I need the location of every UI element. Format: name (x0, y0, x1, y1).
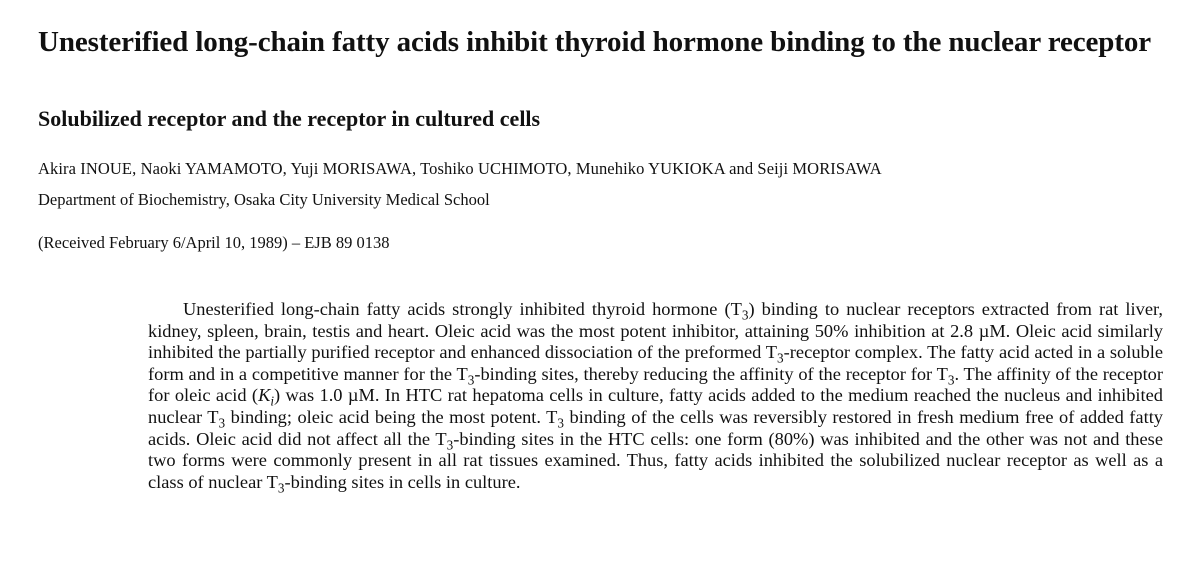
paper-subtitle: Solubilized receptor and the receptor in cultured cells (38, 106, 541, 131)
subscript: 3 (218, 415, 226, 431)
abstract-text: -binding sites in cells in culture. (284, 471, 521, 492)
subscript: 3 (947, 372, 955, 388)
abstract-text: -binding sites in the HTC cells: one form (80%) was inhibited and the other was not and these two forms were commonly present in all rat tissues examined. Thus, fatty acids inhibited the solubilized nuclear receptor as well as a class of nuclear T (148, 428, 1163, 492)
abstract-text: . The affinity of the receptor for oleic acid ( (148, 363, 1163, 406)
italic-symbol: K (258, 385, 271, 406)
abstract-text: binding; oleic acid being the most potent. T (225, 406, 558, 427)
abstract-text: -binding sites, thereby reducing the affinity of the receptor for T (474, 363, 948, 384)
italic-subscript: i (270, 394, 275, 410)
subscript: 3 (277, 480, 285, 496)
abstract-text: ) binding to nuclear receptors extracted from rat liver, kidney, spleen, brain, testis and heart. Oleic acid was the most potent inhibitor, attaining 50% inhibition at 2.8 µM. Oleic acid similarly inhibited the partially purified receptor and enhanced dissociation of the preformed T (148, 299, 1163, 363)
paper-title: Unesterified long-chain fatty acids inhibit thyroid hormone binding to the nuclear receptor (38, 26, 1152, 58)
subscript: 3 (741, 307, 749, 323)
received-dates: (Received February 6/April 10, 1989) – EJB 89 0138 (38, 233, 390, 252)
abstract-text: Unesterified long-chain fatty acids strongly inhibited thyroid hormone (T (183, 299, 742, 319)
subscript: 3 (467, 372, 475, 388)
affiliation: Department of Biochemistry, Osaka City University Medical School (38, 190, 490, 209)
abstract-text: ) was 1.0 µM. In HTC rat hepatoma cells in culture, fatty acids added to the medium reached the nucleus and inhibited nuclear T (148, 385, 1163, 427)
subscript: 3 (446, 437, 454, 453)
author-list: Akira INOUE, Naoki YAMAMOTO, Yuji MORISAWA, Toshiko UCHIMOTO, Munehiko YUKIOKA and Seiji MORISAWA (38, 159, 882, 178)
subscript: 3 (557, 415, 565, 431)
abstract-text: binding of the cells was reversibly restored in fresh medium free of added fatty acids. Oleic acid did not affect all the T (148, 406, 1163, 449)
subscript: 3 (777, 350, 784, 366)
abstract-text: -receptor complex. The fatty acid acted in a soluble form and in a competitive manner for the T (148, 342, 1163, 384)
abstract-paragraph (148, 299, 1163, 496)
